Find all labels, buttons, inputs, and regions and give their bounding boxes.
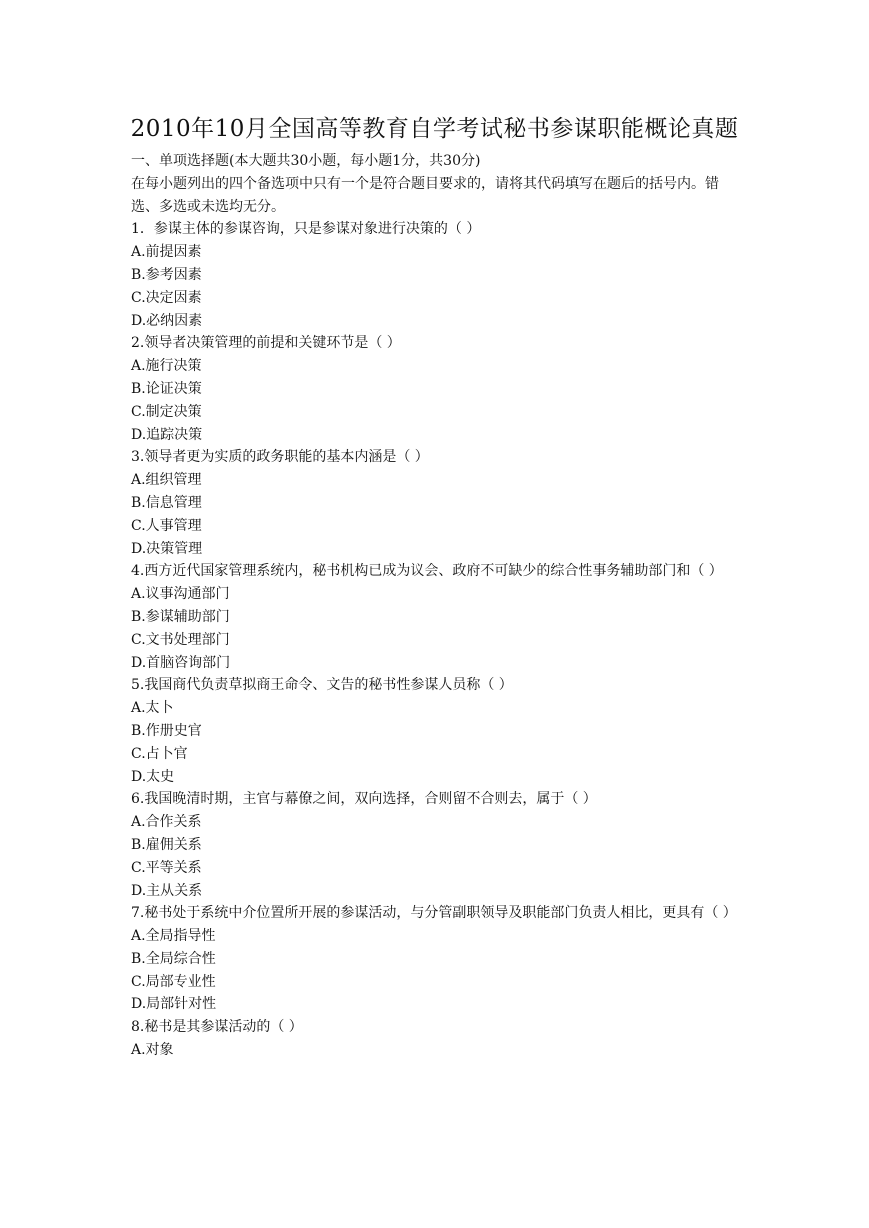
answer-option: A.对象	[131, 1042, 174, 1059]
question-stem: 6.我国晚清时期，主官与幕僚之间，双向选择，合则留不合则去，属于（ ）	[131, 791, 597, 808]
question-stem: 3.领导者更为实质的政务职能的基本内涵是（ ）	[131, 449, 429, 466]
question-stem: 8.秘书是其参谋活动的（ ）	[131, 1019, 303, 1036]
answer-option: D.太史	[131, 768, 175, 785]
answer-option: B.雇佣关系	[131, 836, 202, 853]
exam-content	[131, 150, 746, 1062]
question-block	[131, 674, 746, 788]
answer-option: C.占卜官	[131, 745, 188, 762]
answer-option: C.人事管理	[131, 517, 202, 534]
answer-option: C.文书处理部门	[131, 631, 230, 648]
question-stem: 7.秘书处于系统中介位置所开展的参谋活动，与分管副职领导及职能部门负责人相比，更具有（ ）	[131, 905, 737, 922]
answer-option: D.主从关系	[131, 882, 203, 899]
answer-option: A.合作关系	[131, 814, 202, 831]
question-block	[131, 788, 746, 902]
question-stem: 4.西方近代国家管理系统内，秘书机构已成为议会、政府不可缺少的综合性事务辅助部门和（ ）	[131, 563, 723, 580]
question-block	[131, 218, 746, 332]
instructions: 在每小题列出的四个备选项中只有一个是符合题目要求的，请将其代码填写在题后的括号内。错选、多选或未选均无分。	[131, 175, 719, 215]
answer-option: B.论证决策	[131, 380, 202, 397]
section-heading: 一、单项选择题(本大题共30小题，每小题1分，共30分)	[131, 153, 481, 169]
answer-option: A.前提因素	[131, 244, 202, 261]
answer-option: D.首脑咨询部门	[131, 654, 231, 671]
answer-option: A.全局指导性	[131, 928, 216, 945]
question-stem: 1．参谋主体的参谋咨询，只是参谋对象进行决策的（ ）	[131, 221, 481, 238]
answer-option: D.决策管理	[131, 540, 203, 557]
question-block	[131, 446, 746, 560]
answer-option: D.必纳因素	[131, 312, 203, 329]
answer-option: B.参谋辅助部门	[131, 608, 230, 625]
answer-option: C.平等关系	[131, 859, 202, 876]
answer-option: A.太卜	[131, 700, 174, 717]
question-block	[131, 902, 746, 1016]
answer-option: C.决定因素	[131, 289, 202, 306]
answer-option: B.作册史官	[131, 722, 202, 739]
answer-option: B.参考因素	[131, 266, 202, 283]
answer-option: C.制定决策	[131, 403, 202, 420]
question-block	[131, 332, 746, 446]
answer-option: B.信息管理	[131, 494, 202, 511]
question-block	[131, 560, 746, 674]
answer-option: D.追踪决策	[131, 426, 203, 443]
answer-option: A.议事沟通部门	[131, 586, 230, 603]
page-title: 2010年10月全国高等教育自学考试秘书参谋职能概论真题	[130, 116, 739, 142]
answer-option: D.局部针对性	[131, 996, 217, 1013]
question-stem: 5.我国商代负责草拟商王命令、文告的秘书性参谋人员称（ ）	[131, 677, 513, 694]
answer-option: A.施行决策	[131, 358, 202, 375]
question-stem: 2.领导者决策管理的前提和关键环节是（ ）	[131, 335, 401, 352]
question-block	[131, 1016, 746, 1062]
answer-option: C.局部专业性	[131, 973, 216, 990]
answer-option: A.组织管理	[131, 472, 202, 489]
answer-option: B.全局综合性	[131, 950, 216, 967]
